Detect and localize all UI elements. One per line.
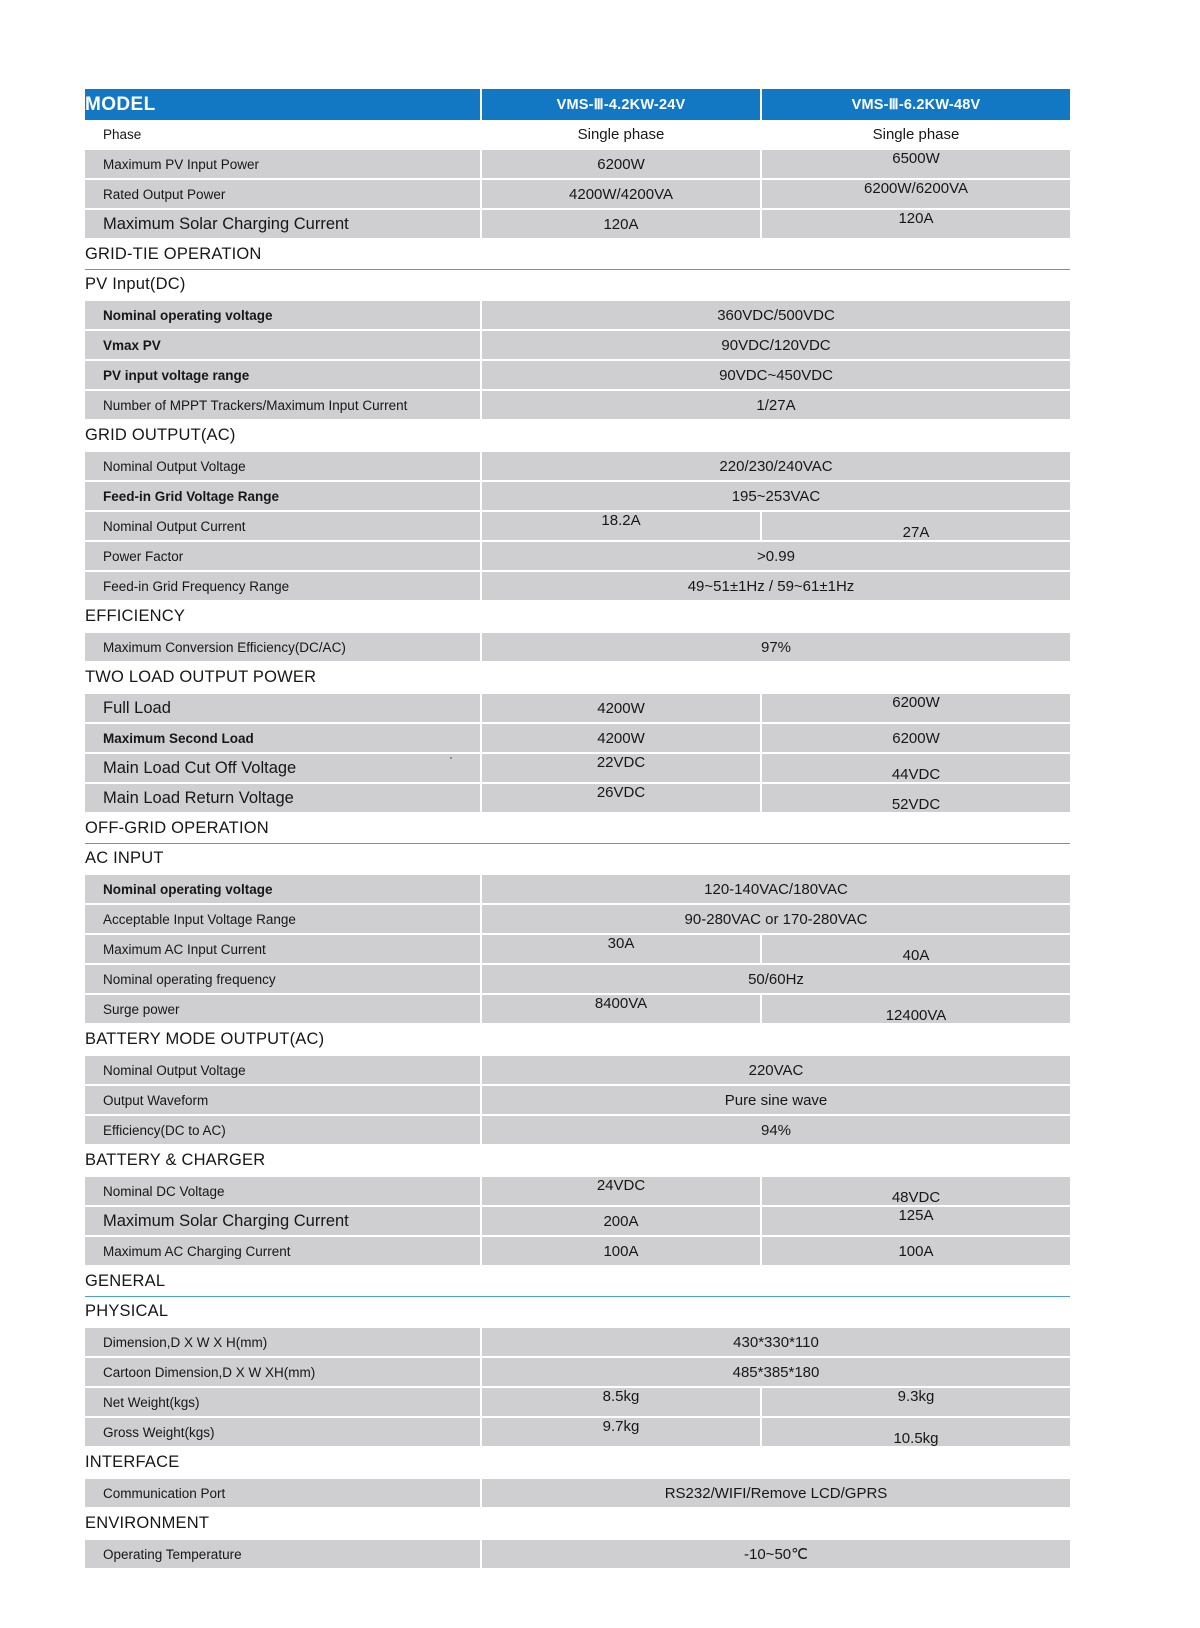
value-text: 4200W [597,699,645,717]
row-value-2 [761,753,1070,783]
table-row [85,1417,1070,1447]
value-text: 6500W [892,149,940,167]
row-value-2 [761,511,1070,541]
row-value-2 [761,693,1070,723]
value-text: 6200W/6200VA [864,179,968,197]
model-column-header-1: VMS-Ⅲ-4.2KW-24V [481,89,761,120]
row-label: Dimension,D X W X H(mm) [85,1327,481,1357]
row-value-1 [481,1236,761,1266]
row-label: Maximum AC Charging Current [85,1236,481,1266]
row-label: Efficiency(DC to AC) [85,1115,481,1145]
row-value-1 [481,934,761,964]
value-text: 27A [902,523,930,541]
row-label: Communication Port [85,1478,481,1508]
row-label: Maximum AC Input Current [85,934,481,964]
row-label: Maximum Solar Charging Current [85,209,481,239]
value-text: 12400VA [885,1006,947,1024]
table-row [85,632,1070,662]
table-row [85,874,1070,904]
value-text: 22VDC [596,753,646,771]
row-value-1 [481,783,761,813]
row-value-1 [481,1176,761,1206]
row-value-1 [481,511,761,541]
table-row [85,571,1070,601]
row-value-2 [761,783,1070,813]
section-header-row [85,1447,1070,1478]
row-label: Nominal Output Voltage [85,451,481,481]
row-value-combined: 49~51±1Hz / 59~61±1Hz [481,571,1070,601]
row-value-2 [761,723,1070,753]
row-value-combined: 97% [481,632,1070,662]
row-label: Acceptable Input Voltage Range [85,904,481,934]
row-value-1 [481,693,761,723]
row-value-2 [761,1417,1070,1447]
value-text: 120A [898,209,934,227]
table-row [85,904,1070,934]
table-row [85,209,1070,239]
row-value-combined: 195~253VAC [481,481,1070,511]
row-value-combined: -10~50℃ [481,1539,1070,1569]
section-header-label: EFFICIENCY [85,601,1070,632]
section-header-label: OFF-GRID OPERATION [85,813,1070,844]
table-row [85,1387,1070,1417]
row-value-1 [481,179,761,209]
table-row [85,783,1070,813]
section-header-row [85,1024,1070,1055]
table-row [85,1115,1070,1145]
row-value-combined: 485*385*180 [481,1357,1070,1387]
section-header-label: AC INPUT [85,844,1070,875]
table-row [85,330,1070,360]
row-label: Nominal operating voltage [85,300,481,330]
row-value-1 [481,1417,761,1447]
value-text: 6200W [892,729,940,747]
row-value-2 [761,1236,1070,1266]
table-row [85,1176,1070,1206]
section-header-row [85,1266,1070,1297]
table-row [85,723,1070,753]
table-row [85,1539,1070,1569]
section-header-row [85,844,1070,875]
row-value-2 [761,209,1070,239]
row-value-combined: 1/27A [481,390,1070,420]
row-label: Gross Weight(kgs) [85,1417,481,1447]
row-label: Nominal Output Current [85,511,481,541]
row-value-combined: 220/230/240VAC [481,451,1070,481]
table-row [85,179,1070,209]
value-text: 18.2A [601,511,641,529]
row-label: Main Load Return Voltage [85,783,481,813]
row-label: Nominal operating frequency [85,964,481,994]
value-text: 44VDC [891,765,941,783]
value-text: 24VDC [596,1176,646,1194]
row-value-combined: 430*330*110 [481,1327,1070,1357]
section-header-row [85,270,1070,301]
specification-table [85,89,1070,1570]
section-header-row [85,1508,1070,1539]
section-header-row [85,239,1070,270]
section-header-label: GENERAL [85,1266,1070,1297]
table-row [85,149,1070,179]
specification-table-body [85,89,1070,1569]
table-row [85,1206,1070,1236]
table-row [85,964,1070,994]
row-value-1 [481,209,761,239]
row-value-2 [761,149,1070,179]
row-label: Surge power [85,994,481,1024]
row-value-1 [481,149,761,179]
row-label: Feed-in Grid Frequency Range [85,571,481,601]
value-text: 30A [607,934,635,952]
row-label: Maximum PV Input Power [85,149,481,179]
row-value-combined: 360VDC/500VDC [481,300,1070,330]
table-row [85,120,1070,149]
section-header-label: GRID OUTPUT(AC) [85,420,1070,451]
value-text: 100A [603,1242,639,1260]
row-label: Main Load Cut Off Voltage [85,753,481,783]
value-text: 40A [902,946,930,964]
row-value-2 [761,994,1070,1024]
row-label: Cartoon Dimension,D X W XH(mm) [85,1357,481,1387]
row-label: Nominal DC Voltage [85,1176,481,1206]
table-row [85,1236,1070,1266]
table-row [85,1327,1070,1357]
model-header-row [85,89,1070,120]
table-row [85,300,1070,330]
row-label: Phase [85,120,481,149]
section-header-row [85,1145,1070,1176]
row-label: Vmax PV [85,330,481,360]
row-value-2 [761,1206,1070,1236]
model-column-header-2: VMS-Ⅲ-6.2KW-48V [761,89,1070,120]
row-value-1 [481,723,761,753]
row-label: Nominal operating voltage [85,874,481,904]
row-value-2 [761,934,1070,964]
table-row [85,934,1070,964]
row-value-combined: 220VAC [481,1055,1070,1085]
row-label: Net Weight(kgs) [85,1387,481,1417]
row-label: Rated Output Power [85,179,481,209]
value-text: 8400VA [594,994,648,1012]
table-row [85,994,1070,1024]
row-value-combined: 120-140VAC/180VAC [481,874,1070,904]
row-value-2 [761,179,1070,209]
value-text: 120A [603,215,639,233]
value-text: 100A [898,1242,934,1260]
row-value-combined: Pure sine wave [481,1085,1070,1115]
row-value-combined: 50/60Hz [481,964,1070,994]
value-text: 6200W [892,693,940,711]
section-header-row [85,662,1070,693]
section-header-label: PHYSICAL [85,1297,1070,1328]
value-text: 125A [898,1206,934,1224]
row-value-1 [481,753,761,783]
row-value-combined: 94% [481,1115,1070,1145]
table-row [85,481,1070,511]
value-text: Single phase [577,125,665,143]
section-header-label: TWO LOAD OUTPUT POWER [85,662,1070,693]
value-text: 26VDC [596,783,646,801]
value-text: Single phase [872,125,960,143]
section-header-row [85,601,1070,632]
section-header-label: BATTERY & CHARGER [85,1145,1070,1176]
section-header-row [85,420,1070,451]
value-text: 9.3kg [897,1387,935,1405]
model-header-label: MODEL [85,89,481,120]
row-label: Output Waveform [85,1085,481,1115]
value-text: 10.5kg [893,1429,939,1447]
value-text: 200A [603,1212,639,1230]
section-header-label: INTERFACE [85,1447,1070,1478]
row-value-combined: 90VDC~450VDC [481,360,1070,390]
value-text: 8.5kg [602,1387,640,1405]
row-value-1 [481,1387,761,1417]
value-text: 4200W/4200VA [569,185,673,203]
section-header-label: PV Input(DC) [85,270,1070,301]
row-label: Maximum Second Load [85,723,481,753]
section-header-label: BATTERY MODE OUTPUT(AC) [85,1024,1070,1055]
section-header-label: GRID-TIE OPERATION [85,239,1070,270]
row-label: Maximum Solar Charging Current [85,1206,481,1236]
table-row [85,1085,1070,1115]
row-label: Full Load [85,693,481,723]
row-value-1 [481,994,761,1024]
row-value-2 [761,1387,1070,1417]
value-text: 48VDC [891,1188,941,1206]
table-row [85,511,1070,541]
row-value-combined: 90-280VAC or 170-280VAC [481,904,1070,934]
table-row [85,1357,1070,1387]
value-text: 52VDC [891,795,941,813]
table-row [85,693,1070,723]
row-value-combined: RS232/WIFI/Remove LCD/GPRS [481,1478,1070,1508]
section-header-label: ENVIRONMENT [85,1508,1070,1539]
row-label: Operating Temperature [85,1539,481,1569]
row-value-combined: 90VDC/120VDC [481,330,1070,360]
scan-artifact-dot [450,757,452,759]
value-text: 9.7kg [602,1417,640,1435]
table-row [85,753,1070,783]
row-label: PV input voltage range [85,360,481,390]
table-row [85,1478,1070,1508]
row-label: Nominal Output Voltage [85,1055,481,1085]
section-header-row [85,1297,1070,1328]
table-row [85,360,1070,390]
table-row [85,390,1070,420]
row-value-1 [481,120,761,149]
row-label: Feed-in Grid Voltage Range [85,481,481,511]
row-value-2 [761,120,1070,149]
table-row [85,541,1070,571]
section-header-row [85,813,1070,844]
row-value-1 [481,1206,761,1236]
row-value-combined: >0.99 [481,541,1070,571]
row-value-2 [761,1176,1070,1206]
row-label: Power Factor [85,541,481,571]
value-text: 6200W [597,155,645,173]
row-label: Maximum Conversion Efficiency(DC/AC) [85,632,481,662]
table-row [85,1055,1070,1085]
row-label: Number of MPPT Trackers/Maximum Input Current [85,390,481,420]
table-row [85,451,1070,481]
value-text: 4200W [597,729,645,747]
